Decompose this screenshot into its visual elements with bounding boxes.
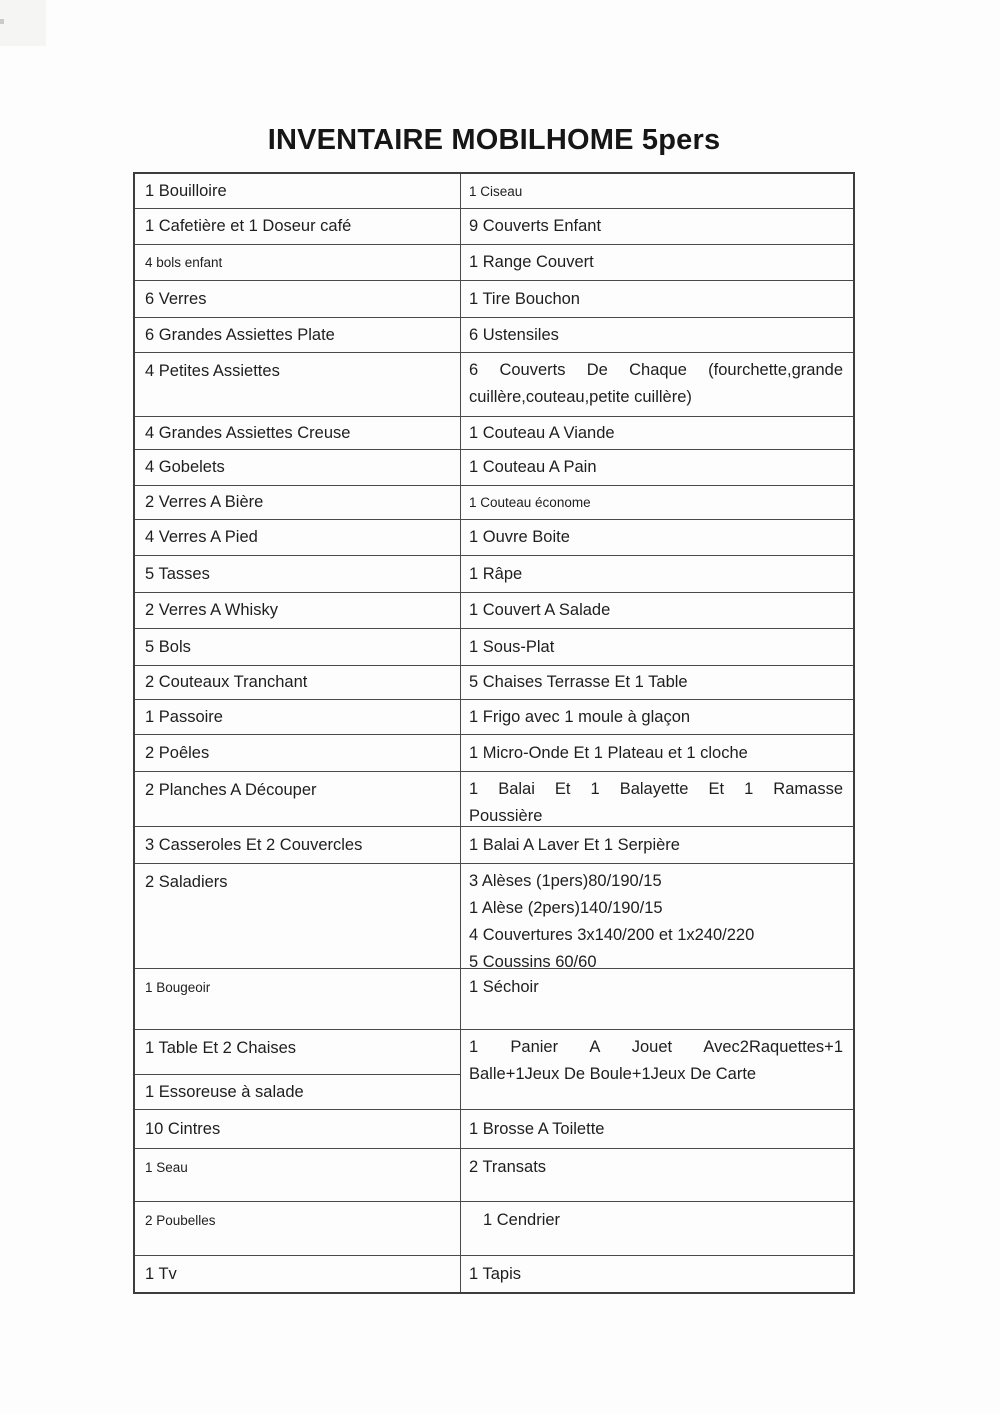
table-cell-left [135, 174, 461, 209]
table-cell-right [461, 520, 853, 556]
cell-text: 1 Ouvre Boite [469, 528, 570, 546]
cell-text: Balle+1Jeux De Boule+1Jeux De Carte [469, 1065, 757, 1083]
table-cell-right [461, 666, 853, 700]
cell-text: 2 Planches A Découper [145, 781, 317, 799]
table-cell-left [135, 281, 461, 318]
table-cell-right [461, 450, 853, 486]
table-cell-right [461, 969, 853, 1030]
cell-text: 1 Range Couvert [469, 253, 594, 271]
table-cell-left [135, 827, 461, 864]
table-cell-right [461, 1202, 853, 1256]
table-cell-left [135, 629, 461, 666]
cell-text: 2 Couteaux Tranchant [145, 673, 308, 691]
cell-text: 2 Verres A Bière [145, 493, 264, 511]
table-cell-left [135, 1075, 461, 1110]
table-cell-right [461, 174, 853, 209]
cell-text: 1 Panier A Jouet Avec2Raquettes+1 [469, 1038, 843, 1056]
cell-text: 4 Petites Assiettes [145, 362, 280, 380]
cell-text: 4 Grandes Assiettes Creuse [145, 423, 351, 442]
cell-text: 6 Verres [145, 289, 207, 308]
table-cell-right [461, 772, 853, 827]
table-cell-left [135, 772, 461, 827]
table-cell-right [461, 353, 853, 417]
cell-text: 1 Micro-Onde Et 1 Plateau et 1 cloche [469, 743, 748, 762]
cell-text: 1 Séchoir [469, 978, 539, 996]
cell-text: 5 Chaises Terrasse Et 1 Table [469, 673, 688, 691]
inventory-table [133, 172, 855, 1294]
cell-text: 2 Poêles [145, 743, 210, 762]
cell-text: 1 Balai A Laver Et 1 Serpière [469, 835, 680, 854]
table-cell-right [461, 281, 853, 318]
cell-text: 1 Couteau économe [469, 495, 591, 510]
table-cell-left [135, 593, 461, 629]
cell-text: 4 Couvertures 3x140/200 et 1x240/220 [469, 926, 755, 944]
table-cell-left [135, 417, 461, 450]
cell-text: 1 Cendrier [483, 1211, 561, 1229]
cell-text: 4 bols enfant [145, 255, 223, 270]
table-cell-right [461, 1149, 853, 1202]
cell-text: 4 Gobelets [145, 458, 225, 476]
cell-text: 1 Passoire [145, 707, 223, 726]
cell-text: 3 Casseroles Et 2 Couvercles [145, 835, 363, 854]
scan-smudge [0, 0, 46, 46]
cell-text: 1 Bouilloire [145, 181, 227, 200]
cell-text: 1 Couvert A Salade [469, 601, 611, 619]
cell-text: 1 Couteau A Viande [469, 423, 615, 442]
table-cell-right [461, 629, 853, 666]
table-cell-right [461, 318, 853, 353]
table-cell-left [135, 1110, 461, 1149]
table-cell-left [135, 700, 461, 735]
table-cell-left [135, 1149, 461, 1202]
cell-text: 1 Brosse A Toilette [469, 1119, 605, 1138]
table-cell-right [461, 593, 853, 629]
table-cell-left [135, 318, 461, 353]
cell-text: 1 Table Et 2 Chaises [145, 1039, 297, 1057]
table-cell-left [135, 969, 461, 1030]
cell-text: 1 Bougeoir [145, 980, 211, 995]
table-cell-right [461, 209, 853, 245]
cell-text: 2 Transats [469, 1158, 547, 1176]
cell-text: 1 Essoreuse à salade [145, 1082, 304, 1101]
cell-text: 1 Tapis [469, 1264, 521, 1283]
cell-text: 1 Frigo avec 1 moule à glaçon [469, 707, 691, 726]
table-cell-right [461, 827, 853, 864]
table-cell-right [461, 735, 853, 772]
cell-text: 2 Saladiers [145, 873, 228, 891]
cell-text: 1 Sous-Plat [469, 637, 555, 656]
cell-text: 6 Couverts De Chaque (fourchette,grande [469, 361, 843, 379]
cell-text: 1 Tire Bouchon [469, 289, 580, 308]
table-cell-left [135, 486, 461, 520]
cell-text: 1 Ciseau [469, 183, 523, 199]
cell-text: 9 Couverts Enfant [469, 217, 602, 235]
table-cell-left [135, 209, 461, 245]
table-cell-left [135, 353, 461, 417]
table-cell-left [135, 245, 461, 281]
cell-text: 6 Ustensiles [469, 325, 559, 344]
cell-text: 1 Tv [145, 1264, 177, 1283]
table-cell-right [461, 486, 853, 520]
scan-artifact-dash [0, 19, 4, 24]
table-cell-left [135, 1202, 461, 1256]
table-cell-right [461, 417, 853, 450]
cell-text: 4 Verres A Pied [145, 528, 258, 546]
table-cell-right [461, 1256, 853, 1292]
table-cell-left [135, 864, 461, 969]
table-cell-right [461, 1110, 853, 1149]
cell-text: 2 Verres A Whisky [145, 601, 278, 619]
cell-text: 5 Coussins 60/60 [469, 953, 597, 969]
cell-text: 1 Couteau A Pain [469, 458, 597, 476]
table-cell-left [135, 1030, 461, 1075]
table-cell-left [135, 666, 461, 700]
cell-text: 3 Alèses (1pers)80/190/15 [469, 872, 662, 890]
table-cell-right [461, 864, 853, 969]
cell-text: 10 Cintres [145, 1119, 221, 1138]
table-cell-left [135, 520, 461, 556]
cell-text: 1 Alèse (2pers)140/190/15 [469, 899, 663, 917]
cell-text: 2 Poubelles [145, 1213, 216, 1228]
table-cell-left [135, 450, 461, 486]
cell-text: 5 Bols [145, 637, 191, 656]
table-cell-right [461, 1030, 853, 1110]
cell-text: 1 Seau [145, 1160, 188, 1175]
table-cell-right [461, 245, 853, 281]
table-cell-left [135, 735, 461, 772]
table-cell-left [135, 1256, 461, 1292]
cell-text: 1 Râpe [469, 564, 523, 583]
cell-text: 1 Balai Et 1 Balayette Et 1 Ramasse [469, 780, 843, 798]
cell-text: 6 Grandes Assiettes Plate [145, 325, 335, 344]
cell-text: 1 Cafetière et 1 Doseur café [145, 217, 352, 235]
table-cell-right [461, 556, 853, 593]
table-cell-left [135, 556, 461, 593]
cell-text: cuillère,couteau,petite cuillère) [469, 388, 692, 406]
cell-text: 5 Tasses [145, 564, 210, 583]
cell-text: Poussière [469, 807, 543, 825]
table-cell-right [461, 700, 853, 735]
page-title: INVENTAIRE MOBILHOME 5pers [267, 124, 721, 156]
